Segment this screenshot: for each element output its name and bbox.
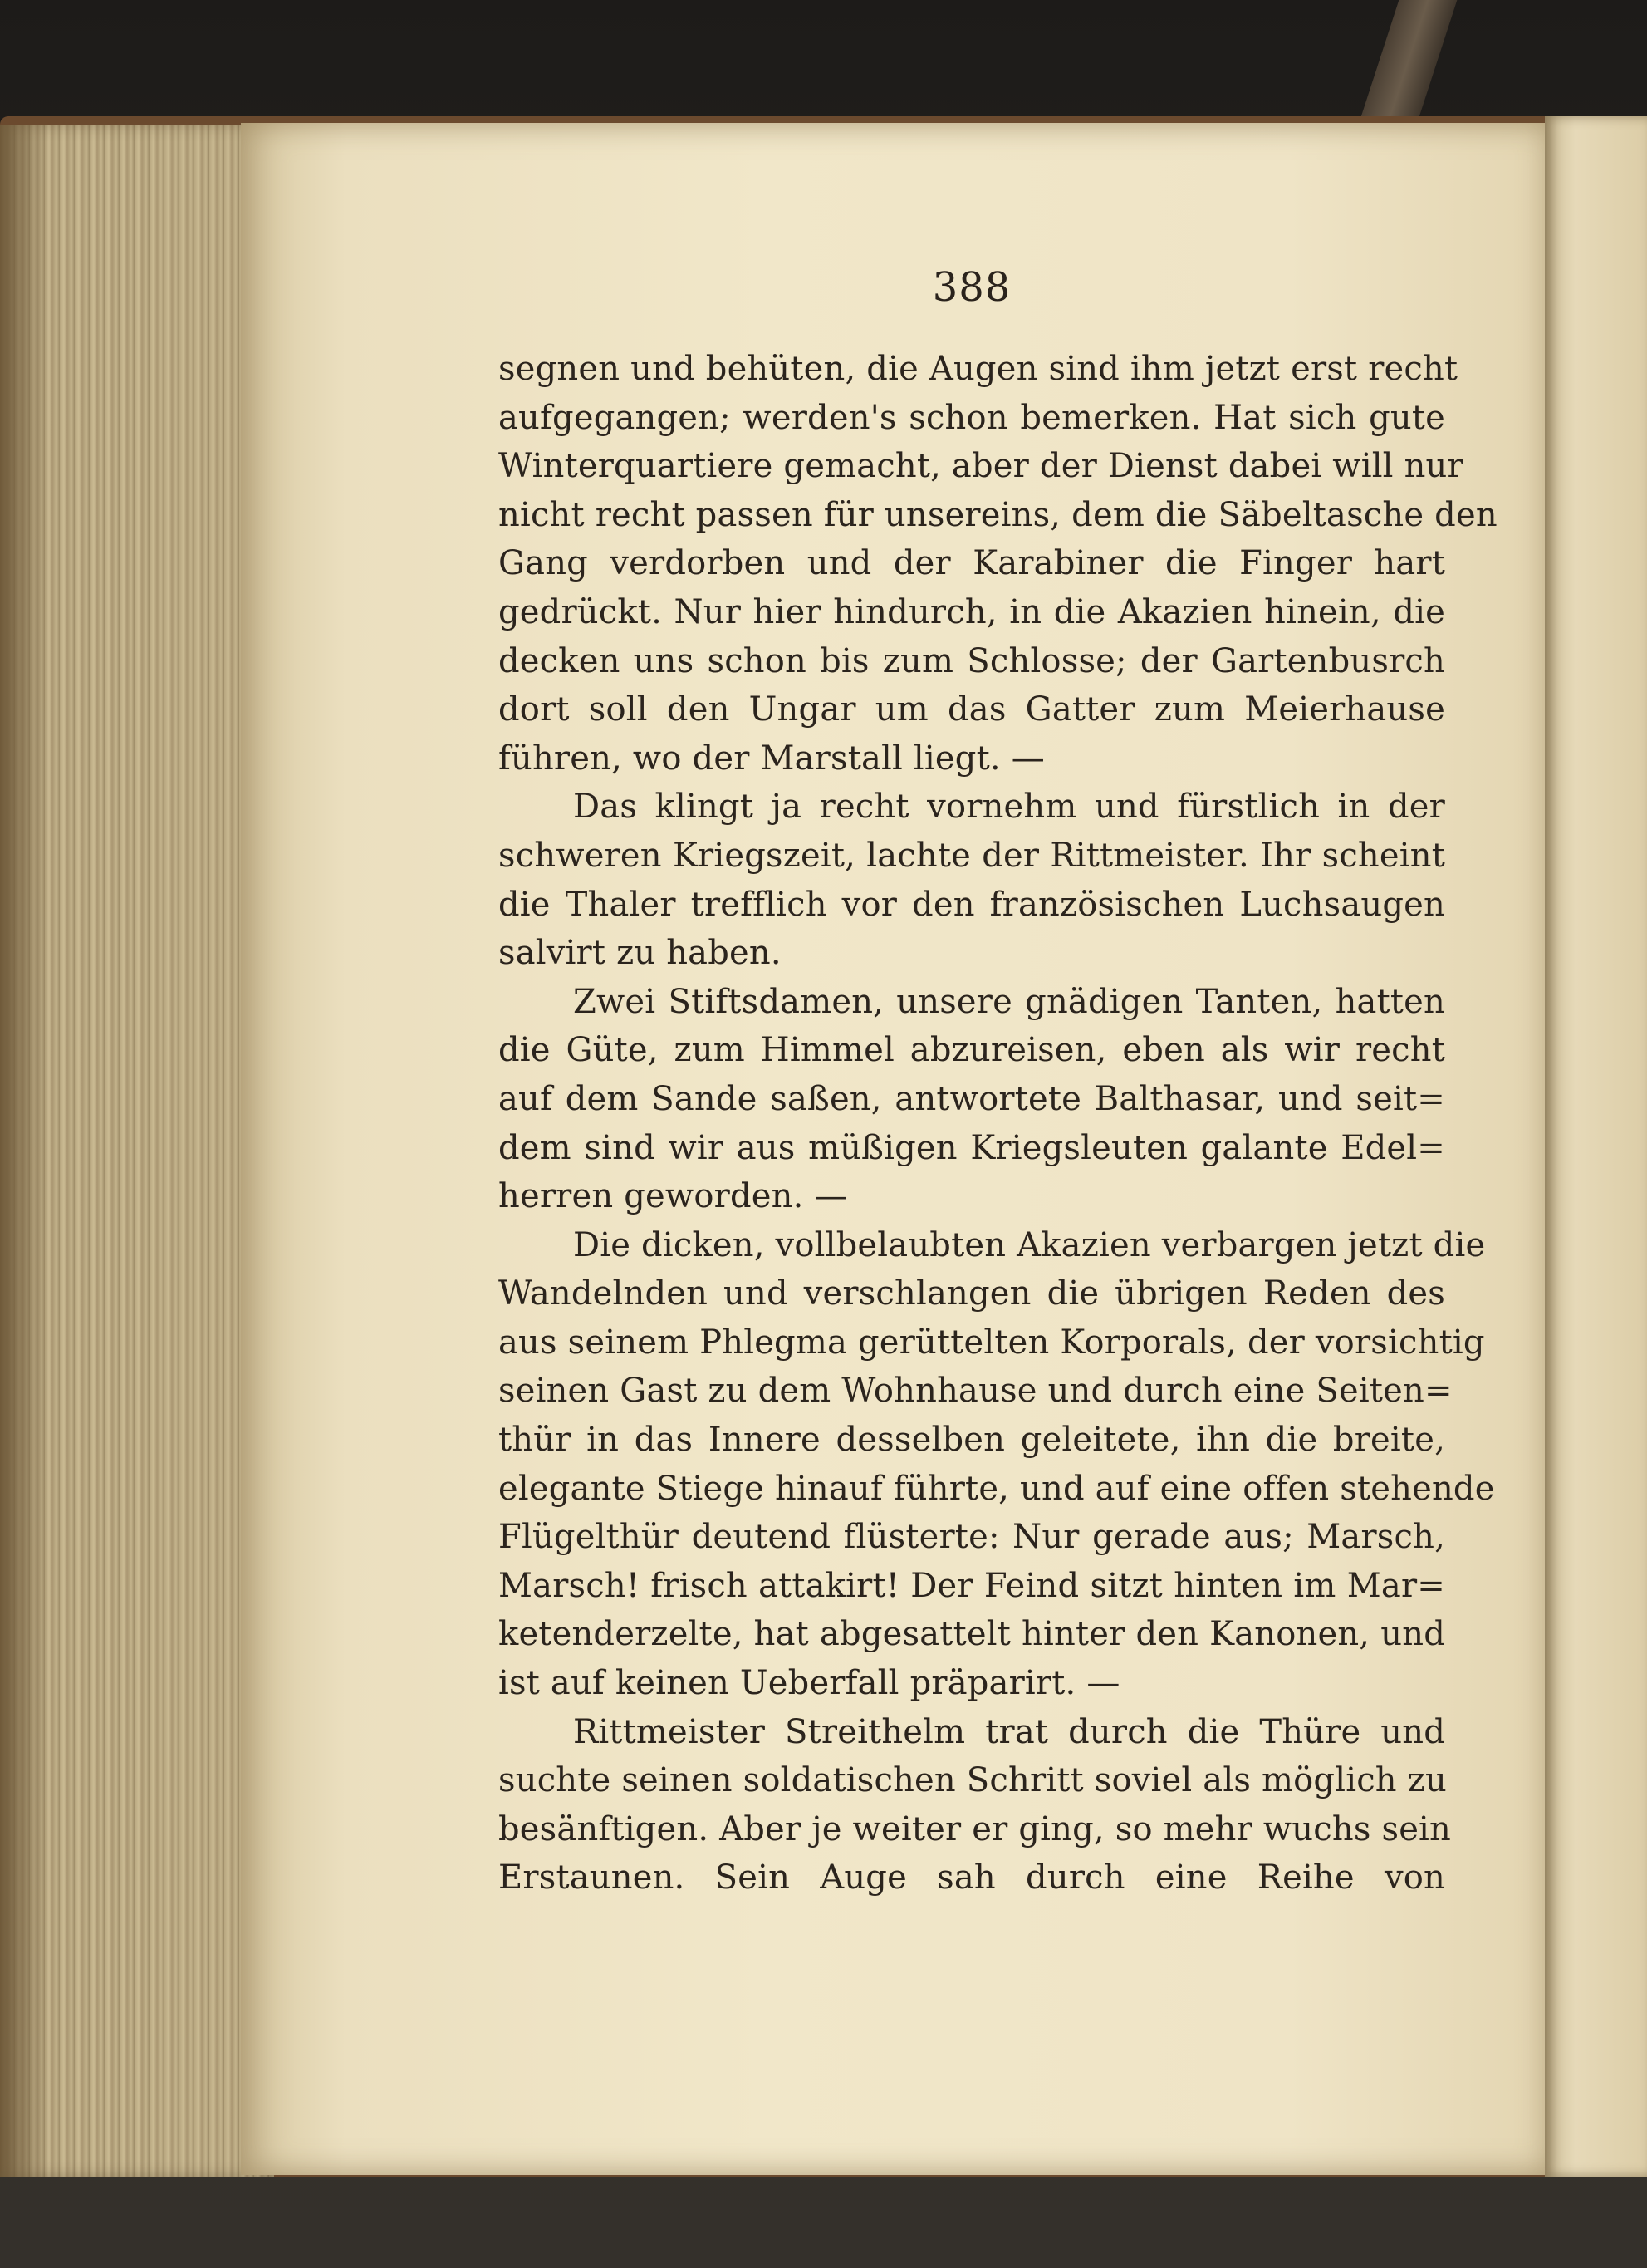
text-line: aufgegangen; werden's schon bemerken. Hat sich gute (498, 398, 1445, 437)
text-line: Marsch! frisch attakirt! Der Feind sitzt hinten im Mar= (498, 1566, 1445, 1605)
text-line: Die dicken, vollbelaubten Akazien verbargen jetzt die (573, 1225, 1486, 1264)
text-line: herren geworden. — (498, 1177, 848, 1216)
text-line: die Thaler trefflich vor den französischen Luchsaugen (498, 885, 1445, 924)
text-line: segnen und behüten, die Augen sind ihm jetzt erst recht (498, 350, 1458, 388)
text-line: seinen Gast zu dem Wohnhause und durch eine Seiten= (498, 1372, 1453, 1411)
text-line: aus seinem Phlegma gerüttelten Korporals, der vorsichtig (498, 1323, 1485, 1362)
text-line: ist auf keinen Ueberfall präparirt. — (498, 1664, 1120, 1703)
text-line: gedrückt. Nur hier hindurch, in die Akazien hinein, die (498, 592, 1445, 631)
text-line: dort soll den Ungar um das Gatter zum Meierhause (498, 690, 1445, 729)
text-line: ketenderzelte, hat abgesattelt hinter den Kanonen, und (498, 1615, 1445, 1654)
text-line: thür in das Innere desselben geleitete, ihn die breite, (498, 1421, 1445, 1460)
text-line: Flügelthür deutend flüsterte: Nur gerade aus; Marsch, (498, 1518, 1445, 1557)
text-line: Gang verdorben und der Karabiner die Finger hart (498, 544, 1445, 583)
text-line: Erstaunen. Sein Auge sah durch eine Reihe von (498, 1858, 1445, 1897)
text-line: decken uns schon bis zum Schlosse; der Gartenbusrch (498, 641, 1445, 680)
text-line: die Güte, zum Himmel abzureisen, eben als wir recht (498, 1031, 1445, 1070)
text-line: Winterquartiere gemacht, aber der Dienst dabei will nur (498, 447, 1463, 486)
page-edges-shade (0, 125, 50, 2177)
text-line: besänftigen. Aber je weiter er ging, so mehr wuchs sein (498, 1809, 1452, 1848)
text-line: führen, wo der Marstall liegt. — (498, 739, 1045, 778)
facing-page-edge (1545, 116, 1647, 2177)
text-line: Wandelnden und verschlangen die übrigen Reden des (498, 1274, 1445, 1313)
text-line: Das klingt ja recht vornehm und fürstlich in der (573, 788, 1445, 827)
text-line: dem sind wir aus müßigen Kriegsleuten galante Edel= (498, 1128, 1445, 1167)
text-line: auf dem Sande saßen, antwortete Balthasar, und seit= (498, 1079, 1445, 1118)
text-line: nicht recht passen für unsereins, dem die Säbeltasche den (498, 495, 1497, 534)
text-line: schweren Kriegszeit, lachte der Rittmeister. Ihr scheint (498, 836, 1445, 875)
text-line: salvirt zu haben. (498, 934, 782, 973)
text-line: suchte seinen soldatischen Schritt soviel als möglich zu (498, 1761, 1447, 1800)
page-text (498, 345, 1497, 1902)
text-line: elegante Stiege hinauf führte, und auf eine offen stehende (498, 1469, 1495, 1508)
page-number: 388 (932, 264, 1012, 311)
text-line: Rittmeister Streithelm trat durch die Thüre und (573, 1712, 1445, 1751)
text-line: Zwei Stiftsdamen, unsere gnädigen Tanten, hatten (573, 982, 1445, 1021)
